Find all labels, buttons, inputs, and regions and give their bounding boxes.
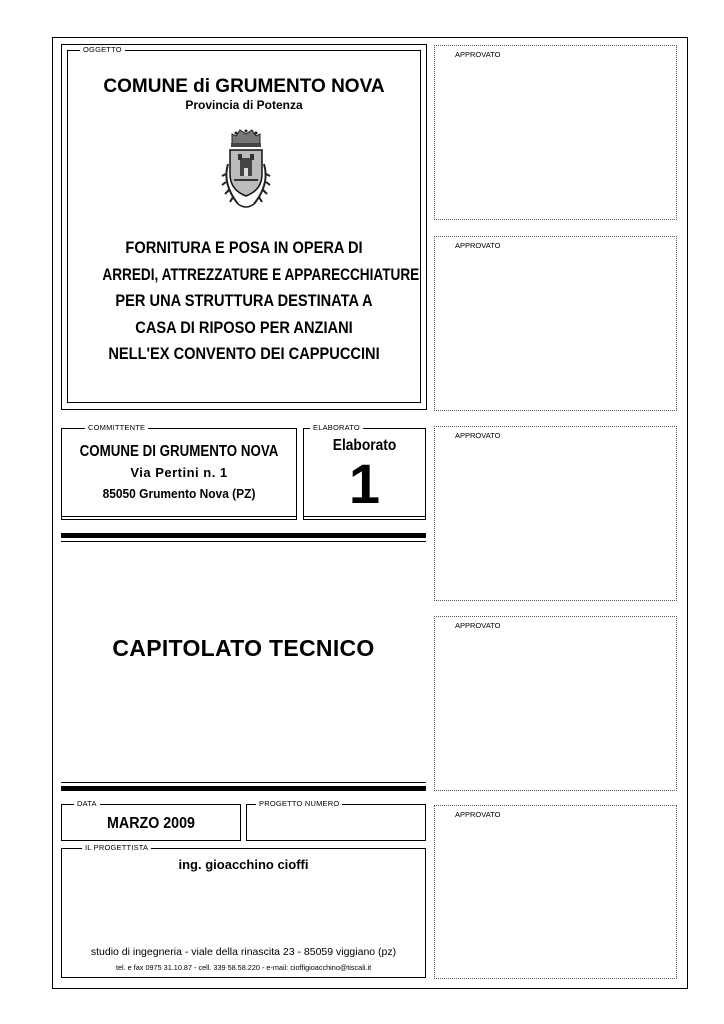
title-line: ARREDI, ATTREZZATURE E APPARECCHIATURE [102, 264, 420, 284]
elaborato-legend: ELABORATO [310, 423, 363, 432]
approvato-box [434, 805, 677, 979]
provincia-subtitle: Provincia di Potenza [185, 98, 303, 112]
comune-title: COMUNE di GRUMENTO NOVA [103, 76, 385, 97]
committente-address: Via Pertini n. 1 [130, 465, 228, 480]
progettista-legend: IL PROGETTISTA [82, 843, 151, 852]
approvato-box [434, 426, 677, 601]
approvato-label: APPROVATO [455, 50, 501, 59]
progetto-numero-frame [246, 804, 426, 841]
committente-city: 85050 Grumento Nova (PZ) [102, 486, 256, 501]
rule-bottom-thick [61, 786, 426, 791]
coat-of-arms-icon [218, 124, 274, 214]
committente-legend: COMMITTENTE [85, 423, 148, 432]
progettista-name: ing. gioacchino cioffi [178, 857, 309, 872]
oggetto-legend: OGGETTO [80, 45, 125, 54]
elaborato-underline [303, 516, 426, 517]
elaborato-number: 1 [348, 452, 381, 515]
committente-underline [61, 516, 297, 517]
elaborato-label: Elaborato [332, 437, 397, 454]
approvato-label: APPROVATO [455, 431, 501, 440]
oggetto-title [67, 235, 421, 368]
approvato-box [434, 45, 677, 220]
committente-name: COMUNE DI GRUMENTO NOVA [79, 443, 279, 460]
title-line: CASA DI RIPOSO PER ANZIANI [135, 317, 353, 337]
approvato-box [434, 616, 677, 791]
progetto-numero-legend: PROGETTO NUMERO [256, 799, 342, 808]
approvato-label: APPROVATO [455, 810, 501, 819]
approvato-box [434, 236, 677, 411]
data-value: MARZO 2009 [107, 815, 195, 832]
title-line: PER UNA STRUTTURA DESTINATA A [115, 291, 373, 310]
progettista-contacts: tel. e fax 0975 31.10.87 - cell. 339 58.58.220 - e-mail: cioffigioacchino@tiscali.it [115, 963, 372, 972]
document-title: CAPITOLATO TECNICO [112, 635, 375, 661]
rule-bottom-thin [61, 782, 426, 783]
approvato-label: APPROVATO [455, 621, 501, 630]
rule-top-thin [61, 541, 426, 542]
progettista-studio: studio di ingegneria - viale della rinascita 23 - 85059 viggiano (pz) [90, 946, 397, 958]
rule-top-thick [61, 533, 426, 538]
approvato-label: APPROVATO [455, 241, 501, 250]
data-legend: DATA [74, 799, 100, 808]
title-line: NELL'EX CONVENTO DEI CAPPUCCINI [108, 344, 380, 363]
title-line: FORNITURA E POSA IN OPERA DI [125, 238, 363, 257]
